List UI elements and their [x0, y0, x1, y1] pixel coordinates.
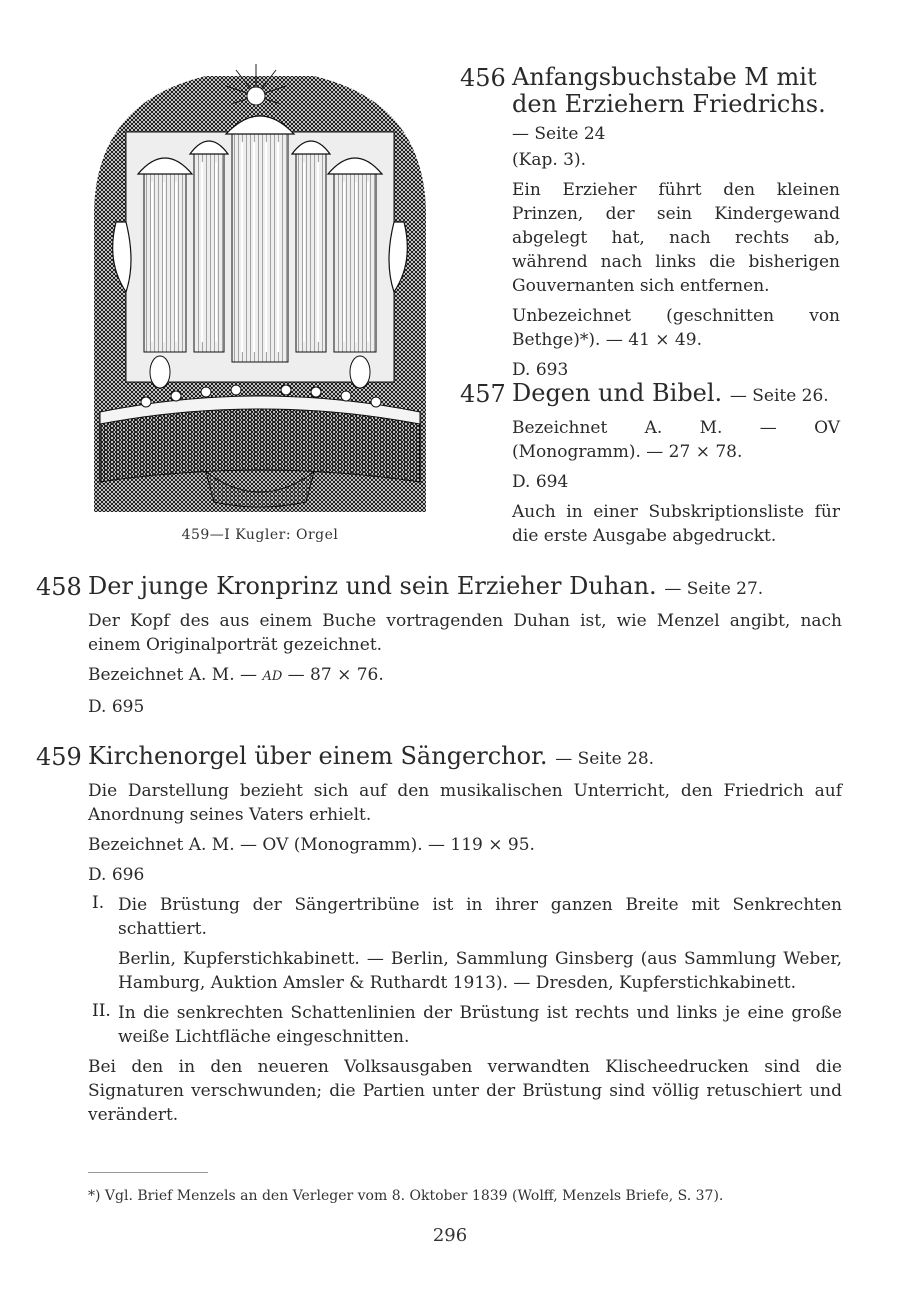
entry-body — [512, 380, 840, 548]
entry-page-ref: — Seite 26. — [729, 386, 829, 406]
state-2-text: In die senkrechten Schattenlinien der Brüstung ist rechts und links je eine große weiße Lichtfläche eingeschnitten. — [118, 1003, 842, 1047]
entry-body — [512, 64, 840, 382]
entry-title-text: Degen und Bibel. — [512, 379, 723, 407]
entry-signature: Unbezeichnet (geschnitten von Bethge)*). — 41 × 49. — [512, 306, 840, 350]
entry-number: 457 — [460, 380, 506, 408]
entry-description: Der Kopf des aus einem Buche vortragenden Duhan ist, wie Menzel angibt, nach einem Originalporträt gezeichnet. — [88, 611, 842, 655]
entry-title — [512, 64, 840, 148]
entry-title — [512, 380, 840, 410]
entry-signature — [88, 663, 842, 689]
entry-number: 456 — [460, 64, 506, 92]
state-1-label: I. — [92, 893, 105, 913]
figure-caption: 459—I Kugler: Orgel — [181, 527, 339, 543]
footnote: *) Vgl. Brief Menzels an den Verleger vom 8. Oktober 1839 (Wolff, Menzels Briefe, S. 37). — [88, 1188, 724, 1204]
entry-chapter: (Kap. 3). — [512, 150, 587, 170]
entry-page-ref: — Seite 24 — [512, 124, 606, 144]
entry-title-text: Anfangsbuchstabe M mit den Erziehern Friedrichs. — [512, 63, 826, 118]
entry-closing-note: Bei den in den neueren Volksausgaben verwandten Klischeedrucken sind die Signaturen verschwunden; die Partien unter der Brüstung sind völlig retuschiert und verändert. — [88, 1057, 842, 1125]
entry-title — [88, 573, 842, 603]
footnote-rule — [88, 1172, 208, 1173]
entry-body — [88, 743, 842, 1127]
entry-reference: D. 695 — [88, 697, 145, 717]
entry-number: 459 — [36, 743, 82, 771]
entry-reference: D. 694 — [512, 472, 569, 492]
entry-note: Auch in einer Subskriptionsliste für die erste Ausgabe abgedruckt. — [512, 502, 840, 546]
entry-title-text: Kirchenorgel über einem Sängerchor. — [88, 742, 548, 770]
entry-signature: Bezeichnet A. M. — OV (Monogramm). — 119 × 95. — [88, 835, 535, 855]
entry-signature: Bezeichnet A. M. — OV (Monogramm). — 27 × 78. — [512, 418, 840, 462]
monogram-mark: AD — [262, 669, 283, 684]
entry-number: 458 — [36, 573, 82, 601]
entry-reference: D. 693 — [512, 360, 569, 380]
state-1-locations: Berlin, Kupferstichkabinett. — Berlin, Sammlung Ginsberg (aus Sammlung Weber, Hamburg, Auktion Amsler & Ruthardt 1913). — Dresden, Kupferstichkabinett. — [118, 949, 842, 993]
entry-reference: D. 696 — [88, 865, 145, 885]
page-number: 296 — [432, 1225, 468, 1246]
state-1-text: Die Brüstung der Sängertribüne ist in ihrer ganzen Breite mit Senkrechten schattiert. — [118, 895, 842, 939]
organ-illustration — [86, 62, 434, 512]
entry-page-ref: — Seite 27. — [664, 579, 764, 599]
entry-description: Ein Erzieher führt den kleinen Prinzen, der sein Kindergewand abgelegt hat, nach rechts ab, während nach links die bisherigen Gouvernanten sich entfernen. — [512, 180, 840, 296]
entry-title-text: Der junge Kronprinz und sein Erzieher Duhan. — [88, 572, 657, 600]
entry-page-ref: — Seite 28. — [555, 749, 655, 769]
entry-signature-start: Bezeichnet A. M. — — [88, 665, 258, 685]
state-2 — [88, 1001, 842, 1049]
entry-signature-end: — 87 × 76. — [287, 665, 384, 685]
entry-title — [88, 743, 842, 773]
entry-description: Die Darstellung bezieht sich auf den musikalischen Unterricht, den Friedrich auf Anordnung seines Vaters erhielt. — [88, 781, 842, 825]
state-2-label: II. — [92, 1001, 111, 1021]
state-1 — [88, 893, 842, 995]
entry-body — [88, 573, 842, 719]
